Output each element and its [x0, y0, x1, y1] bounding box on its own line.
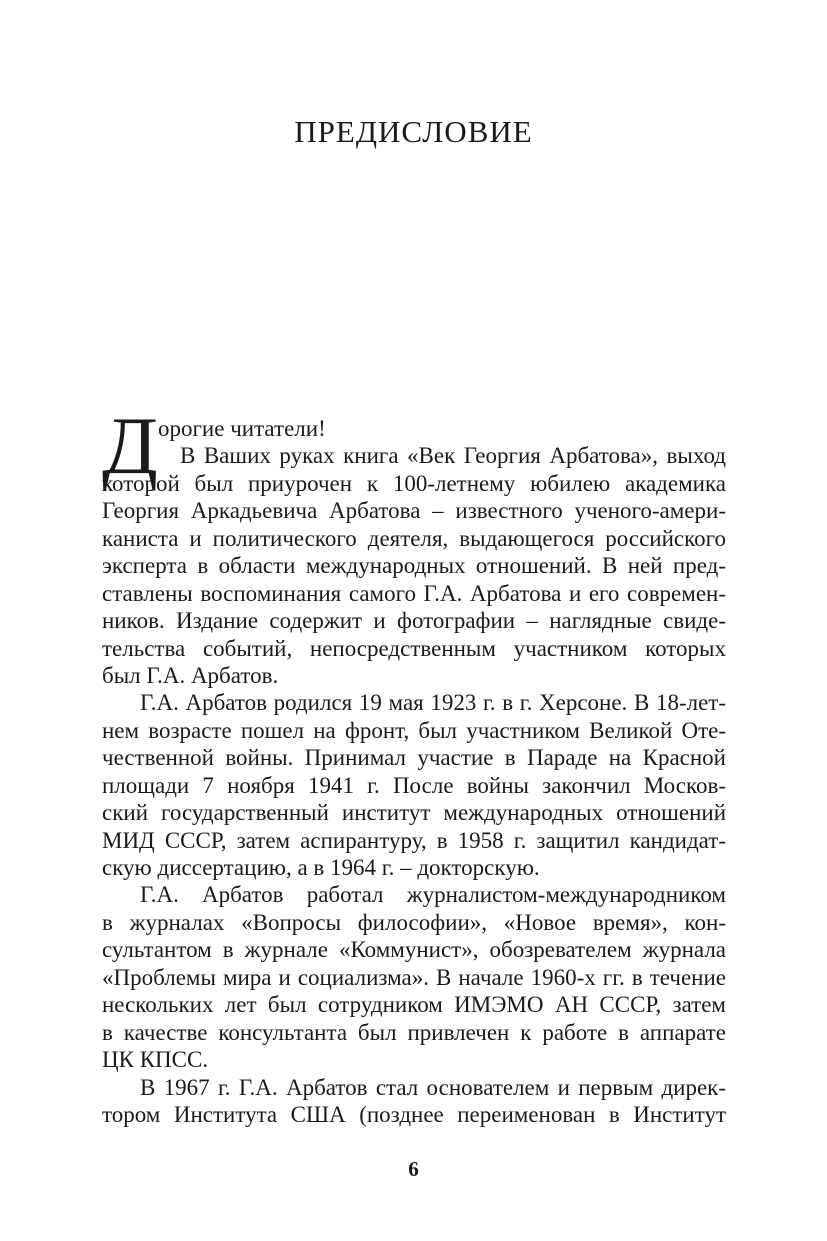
text-line: нескольких лет был сотрудником ИМЭМО АН СССР, затем — [102, 992, 726, 1018]
text-line: ский государственный институт международных отношений — [102, 800, 726, 826]
text-line: скую диссертацию, а в 1964 г. – докторскую. — [102, 855, 540, 880]
text-line: ников. Издание содержит и фотографии – наглядные свиде- — [102, 608, 726, 634]
text-line: Г.А. Арбатов родился 19 мая 1923 г. в г. Херсоне. В 18-лет- — [140, 690, 726, 716]
text-line: чественной войны. Принимал участие в Параде на Красной — [102, 745, 726, 771]
text-line: в журналах «Вопросы философии», «Новое время», кон- — [102, 909, 726, 935]
text-line: ЦК КПСС. — [102, 1047, 209, 1073]
text-line: был Г.А. Арбатов. — [102, 662, 279, 688]
page-title: ПРЕДИСЛОВИЕ — [294, 114, 533, 149]
text-line: площади 7 ноября 1941 г. После войны закончил Москов- — [102, 772, 726, 798]
drop-cap-letter: Д — [102, 400, 158, 491]
text-line: Георгия Аркадьевича Арбатова – известного ученого-амери- — [102, 498, 726, 524]
text-line: ставлены воспоминания самого Г.А. Арбатова и его современ- — [102, 580, 726, 606]
text-line: эксперта в области международных отношений. В ней пред- — [102, 553, 726, 579]
text-line: Г.А. Арбатов работал журналистом-международником — [140, 882, 726, 908]
body-text — [102, 415, 726, 1128]
text-line: сультантом в журнале «Коммунист», обозревателем журнала — [102, 937, 726, 963]
text-line: тором Института США (позднее переименован в Институт — [102, 1101, 726, 1127]
page-number: 6 — [408, 1157, 419, 1181]
text-line: тельства событий, непосредственным участником которых — [102, 635, 726, 661]
text-line: В Ваших руках книга «Век Георгия Арбатова», выход — [180, 443, 726, 469]
text-line: В 1967 г. Г.А. Арбатов стал основателем и первым дирек- — [140, 1074, 726, 1100]
text-line: МИД СССР, затем аспирантуру, в 1958 г. защитил кандидат- — [102, 827, 726, 853]
text-line: «Проблемы мира и социализма». В начале 1960-х гг. в течение — [102, 964, 726, 990]
text-line: нем возрасте пошел на фронт, был участником Великой Оте- — [102, 717, 726, 743]
text-line: в качестве консультанта был привлечен к работе в аппарате — [102, 1019, 726, 1045]
text-line: каниста и политического деятеля, выдающегося российского — [102, 525, 726, 551]
text-line: орогие читатели! — [158, 416, 326, 441]
text-line: которой был приурочен к 100-летнему юбилею академика — [102, 470, 726, 496]
